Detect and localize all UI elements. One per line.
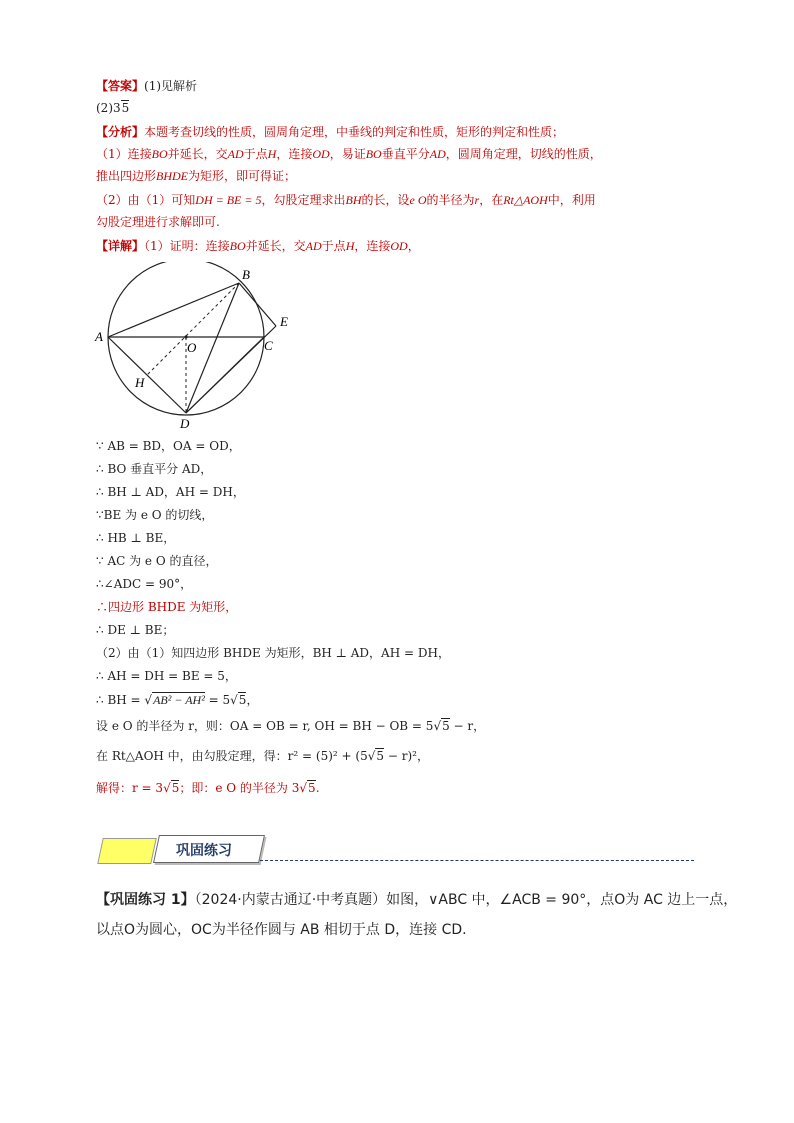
sqrt-sign: √ [163,781,171,795]
analysis-intro-text: 本题考查切线的性质，圆周角定理，中垂线的判定和性质，矩形的判定和性质； [144,125,565,139]
math: BO [365,147,382,161]
label-c: C [264,338,273,353]
math: Rt△AOH [503,193,548,207]
answer-part2-radicand: 5 [121,101,130,115]
segment-ab [108,283,239,337]
math: r [474,193,480,207]
text: 并延长，交 [245,239,306,253]
analysis-p1-line1 [96,146,602,162]
analysis-tag: 【分析】 [96,125,145,139]
answer-line-2 [96,100,129,116]
text: 的半径为 [426,193,475,207]
detail-line-0 [96,238,420,254]
math: 5 [308,781,316,795]
sqrt-sign: √ [299,781,308,795]
step-5: ∴ HB ⊥ BE， [96,531,176,545]
step-10: （2）由（1）知四边形 BHDE 为矩形，BH ⊥ AD，AH = DH， [96,646,450,660]
banner-yellow-block [97,838,157,864]
step-3: ∴ BH ⊥ AD，AH = DH， [96,485,245,499]
step-bh [96,692,258,708]
text: （1）连接 [96,147,152,161]
sqrt-sign: √ [433,719,442,733]
text: ∴ BH = [96,693,145,707]
text: ，圆周角定理，切线的性质， [445,147,602,161]
text: 在 Rt△AOH 中，由勾股定理，得：r² = (5)² + (5 [96,749,368,763]
answer-line-1 [96,78,197,94]
label-h: H [135,375,145,390]
center-dot [184,335,187,338]
segment-be [239,283,276,326]
label-b: B [242,267,250,282]
label-e: E [280,314,288,329]
sqrt-sign: √ [230,693,238,707]
math: 5 [376,749,385,763]
math: e O [409,193,427,207]
step-solution [96,780,320,796]
text: = 5 [204,693,231,707]
math: DH = BE = 5 [195,193,262,207]
analysis-intro [96,124,564,140]
sqrt-sign: √ [144,693,153,707]
label-o: O [187,340,197,355]
text: ，勾股定理求出 [261,193,346,207]
section-banner [100,832,700,868]
text: 于点 [243,147,268,161]
text: 推出四边形 [96,169,157,183]
analysis-p2-line2 [96,214,220,230]
segment-cd [186,337,264,413]
text: 的长，设 [361,193,410,207]
math: OD [390,239,408,253]
math: H [345,239,355,253]
exercise-line-1 [96,890,737,910]
math: BO [229,239,246,253]
circle-diagram [92,262,302,434]
step-2: ∴ BO 垂直平分 AD， [96,462,213,476]
answer-part2: (2)3 [96,101,121,115]
geometry-figure [92,262,302,434]
step-4: ∵BE 为 e O 的切线， [96,508,214,522]
exercise-line-2 [96,920,467,940]
math: AD [227,147,244,161]
text: （1）证明：连接 [144,239,230,253]
step-7: ∴∠ADC = 90°， [96,577,193,591]
exercise-text-2: 以点O为圆心，OC为半径作圆与 AB 相切于点 D，连接 CD. [96,922,467,938]
text: ，连接 [354,239,391,253]
exercise-tag: 【巩固练习 1】 [96,892,195,908]
step-radius [96,718,485,734]
text: ，易证 [329,147,366,161]
step-9: ∴ DE ⊥ BE； [96,623,175,637]
math: OD [312,147,330,161]
math: 5 [171,781,180,795]
text: − r， [449,719,486,733]
math: 5 [238,693,247,707]
step-pythagoras [96,748,429,764]
step-8: ∴四边形 BHDE 为矩形， [96,600,238,614]
detail-tag: 【详解】 [96,239,145,253]
text: （2）由（1）可知 [96,193,196,207]
text: ， [246,693,259,707]
step-6: ∵ AC 为 e O 的直径， [96,554,218,568]
text: 于点 [321,239,346,253]
math: AB² − AH² [153,693,205,707]
analysis-p1-line2 [96,168,296,184]
math: BHDE [156,169,189,183]
text: 设 e O 的半径为 r，则：OA = OB = r, OH = BH − OB = 5 [96,719,434,733]
math: H [267,147,277,161]
exercise-text-1: （2024·内蒙古通辽·中考真题）如图，∨ABC 中，∠ACB = 90°，点O为 AC 边上一点， [194,892,738,908]
answer-tag: 【答案】 [96,79,145,93]
text: 并延长，交 [167,147,228,161]
text: − r)²， [384,749,429,763]
text: 垂直平分 [381,147,430,161]
text: ， [407,239,420,253]
text: 解得：r = 3 [96,781,164,795]
banner-dashed-rule [260,860,694,861]
math: BO [151,147,168,161]
math: 5 [442,719,450,733]
step-1: ∵ AB = BD，OA = OD， [96,439,241,453]
step-11: ∴ AH = DH = BE = 5， [96,669,237,683]
text: . [315,781,320,795]
label-a: A [95,329,103,344]
text: 勾股定理进行求解即可. [96,215,220,229]
text: 中，利用 [547,193,596,207]
math: AD [429,147,446,161]
text: ；即：e O 的半径为 3 [179,781,300,795]
math: BH [345,193,362,207]
analysis-p2-line1 [96,192,596,208]
answer-part1: (1)见解析 [144,79,198,93]
math: AD [305,239,322,253]
text: ，在 [479,193,504,207]
text: ，连接 [276,147,313,161]
banner-title: 巩固练习 [176,843,232,859]
text: 为矩形，即可得证； [188,169,297,183]
label-d: D [180,416,190,431]
segment-bh-dashed [147,283,239,375]
sqrt-sign: √ [367,749,376,763]
